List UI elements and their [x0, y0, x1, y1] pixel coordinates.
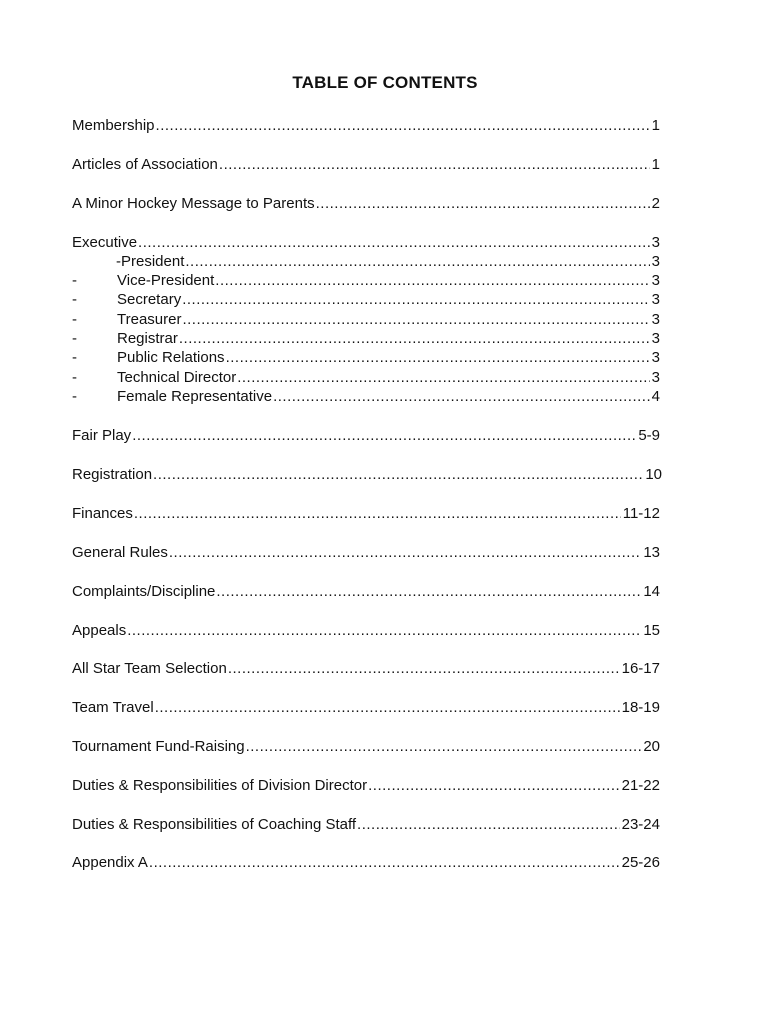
- toc-subentry-dash: -: [72, 272, 77, 289]
- toc-page-number: 10: [645, 466, 662, 483]
- toc-page-number: 3: [651, 330, 660, 347]
- toc-page-number: 4: [651, 388, 660, 405]
- toc-dot-leader: [155, 698, 620, 717]
- toc-page-number: 25-26: [621, 854, 660, 871]
- toc-dot-leader: [182, 310, 649, 329]
- toc-page-number: 3: [651, 272, 660, 289]
- toc-dot-leader: [246, 737, 642, 756]
- toc-entry-all-star-team-selection: [72, 659, 660, 678]
- toc-dot-leader: [179, 329, 650, 348]
- toc-entry-duties-coaching-staff: [72, 815, 660, 834]
- toc-page-number: 3: [651, 234, 660, 251]
- toc-page-number: 23-24: [621, 816, 660, 833]
- toc-subentry-dash: -: [72, 369, 77, 386]
- toc-page-number: 16-17: [621, 660, 660, 677]
- toc-entry-minor-hockey-message: [72, 194, 660, 213]
- toc-page-number: 3: [651, 253, 660, 270]
- toc-entry-registration: [72, 465, 662, 484]
- toc-entry-label: Complaints/Discipline: [72, 583, 216, 600]
- toc-page-number: 11-12: [622, 505, 660, 522]
- toc-subentry-public-relations: [117, 348, 660, 367]
- toc-entry-label: Finances: [72, 505, 133, 522]
- toc-dot-leader: [316, 194, 650, 213]
- toc-entry-fair-play: [72, 426, 660, 445]
- toc-subentry-dash: -: [72, 388, 77, 405]
- toc-entry-label: Vice-President: [117, 272, 215, 289]
- toc-entry-label: Technical Director: [117, 369, 237, 386]
- toc-entry-label: General Rules: [72, 544, 168, 561]
- toc-dot-leader: [156, 116, 650, 135]
- toc-subentry-registrar: [117, 329, 660, 348]
- toc-entry-membership: [72, 116, 660, 135]
- toc-subentry-female-representative: [117, 387, 660, 406]
- toc-entry-appendix-a: [72, 853, 660, 872]
- toc-entry-executive: [72, 233, 660, 252]
- toc-page-number: 1: [651, 117, 660, 134]
- toc-entry-label: Articles of Association: [72, 156, 218, 173]
- toc-dot-leader: [153, 465, 643, 484]
- toc-subentry-dash: -: [72, 291, 77, 308]
- toc-entry-label: All Star Team Selection: [72, 660, 227, 677]
- toc-entry-label: Tournament Fund-Raising: [72, 738, 245, 755]
- toc-entry-team-travel: [72, 698, 660, 717]
- toc-dot-leader: [219, 155, 650, 174]
- toc-entry-label: Fair Play: [72, 427, 132, 444]
- toc-entry-label: Duties & Responsibilities of Division Director: [72, 777, 368, 794]
- toc-entry-complaints-discipline: [72, 582, 660, 601]
- toc-dot-leader: [182, 290, 649, 309]
- toc-subentry-dash: -: [72, 349, 77, 366]
- toc-dot-leader: [169, 543, 641, 562]
- toc-page-number: 20: [643, 738, 660, 755]
- toc-dot-leader: [149, 853, 620, 872]
- toc-page-number: 3: [651, 349, 660, 366]
- toc-entry-articles-of-association: [72, 155, 660, 174]
- toc-entry-label: -President: [116, 253, 185, 270]
- toc-dot-leader: [215, 271, 649, 290]
- toc-entry-general-rules: [72, 543, 660, 562]
- toc-entry-label: Duties & Responsibilities of Coaching Staff: [72, 816, 357, 833]
- toc-dot-leader: [368, 776, 620, 795]
- toc-dot-leader: [357, 815, 620, 834]
- toc-page-number: 3: [651, 369, 660, 386]
- toc-page-number: 3: [651, 311, 660, 328]
- toc-entry-label: Appendix A: [72, 854, 148, 871]
- toc-dot-leader: [226, 348, 650, 367]
- toc-dot-leader: [134, 504, 621, 523]
- toc-dot-leader: [127, 621, 641, 640]
- toc-subentry-technical-director: [117, 368, 660, 387]
- toc-entry-duties-division-director: [72, 776, 660, 795]
- toc-subentry-vice-president: [117, 271, 660, 290]
- toc-page-number: 3: [651, 291, 660, 308]
- toc-dot-leader: [185, 252, 649, 271]
- toc-entry-appeals: [72, 621, 660, 640]
- toc-page-number: 2: [651, 195, 660, 212]
- toc-entry-label: Female Representative: [117, 388, 273, 405]
- toc-dot-leader: [132, 426, 636, 445]
- toc-subentry-president: [116, 252, 660, 271]
- toc-subentry-dash: -: [72, 311, 77, 328]
- toc-entry-label: Executive: [72, 234, 138, 251]
- toc-entry-label: Secretary: [117, 291, 182, 308]
- toc-page-number: 1: [651, 156, 660, 173]
- toc-entry-label: A Minor Hockey Message to Parents: [72, 195, 315, 212]
- toc-page-number: 13: [643, 544, 660, 561]
- toc-subentry-treasurer: [117, 310, 660, 329]
- toc-page-number: 21-22: [621, 777, 660, 794]
- toc-entry-label: Treasurer: [117, 311, 182, 328]
- toc-page-number: 5-9: [638, 427, 660, 444]
- toc-page-number: 15: [643, 622, 660, 639]
- toc-page-number: 14: [643, 583, 660, 600]
- toc-entry-label: Registration: [72, 466, 153, 483]
- toc-dot-leader: [273, 387, 650, 406]
- toc-page-number: 18-19: [621, 699, 660, 716]
- toc-entry-label: Registrar: [117, 330, 178, 347]
- toc-subentry-dash: -: [72, 330, 77, 347]
- toc-subentry-secretary: [117, 290, 660, 309]
- toc-entry-label: Membership: [72, 117, 155, 134]
- toc-dot-leader: [237, 368, 649, 387]
- page-title: TABLE OF CONTENTS: [292, 73, 478, 92]
- toc-entry-label: Public Relations: [117, 349, 225, 366]
- toc-entry-label: Team Travel: [72, 699, 154, 716]
- toc-entry-label: Appeals: [72, 622, 127, 639]
- toc-entry-tournament-fund-raising: [72, 737, 660, 756]
- toc-dot-leader: [216, 582, 641, 601]
- toc-dot-leader: [228, 659, 620, 678]
- toc-dot-leader: [138, 233, 650, 252]
- toc-entry-finances: [72, 504, 660, 523]
